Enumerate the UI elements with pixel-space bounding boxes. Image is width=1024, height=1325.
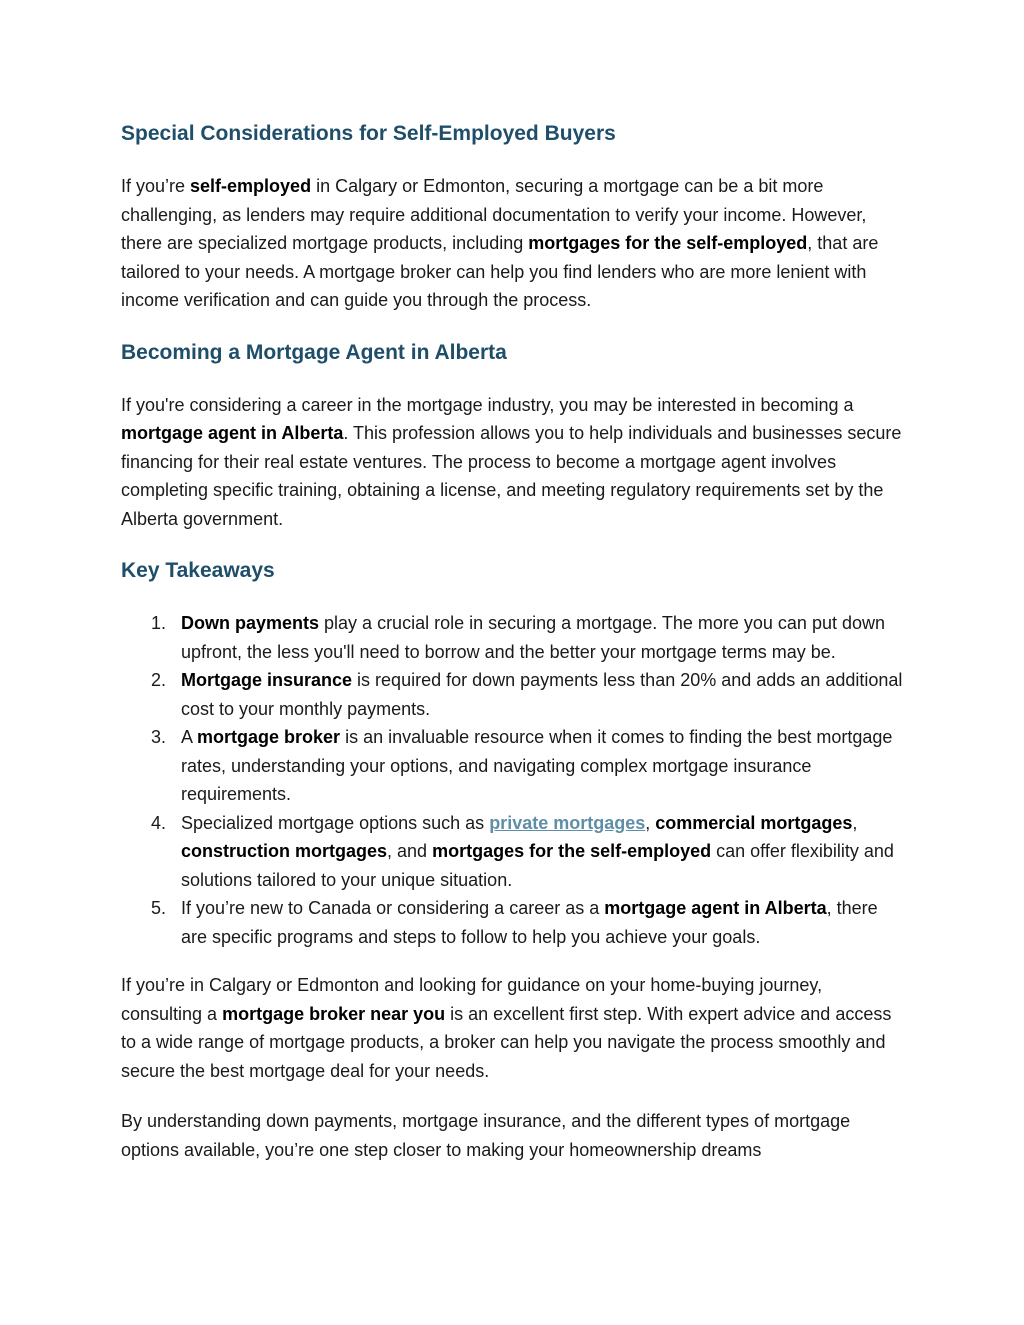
text-span: A bbox=[181, 727, 198, 747]
list-number: 2. bbox=[151, 670, 167, 690]
text-span: , there are specific programs and steps to follow to help you achieve your goals. bbox=[181, 898, 878, 947]
bold-mortgage-broker-near-you: mortgage broker near you bbox=[222, 1003, 446, 1024]
text-span: is an invaluable resource when it comes to finding the best mortgage rates, understanding your options, and navigating complex mortgage insurance requirements. bbox=[181, 727, 893, 804]
bold-mortgages-self-employed: mortgages for the self-employed bbox=[528, 233, 808, 253]
bold-commercial-mortgages: commercial mortgages bbox=[655, 812, 853, 833]
bold-mortgage-insurance: Mortgage insurance bbox=[181, 670, 353, 690]
paragraph-closing-broker bbox=[121, 971, 907, 1085]
list-item bbox=[121, 666, 907, 723]
key-takeaways-list bbox=[121, 609, 907, 951]
text-span: By understanding down payments, mortgage insurance, and the different types of mortgage options available, you’re one step closer to making your homeownership dreams bbox=[121, 1111, 851, 1160]
text-span: , that are tailored to your needs. A mortgage broker can help you find lenders who are more lenient with income verification and can guide you through the process. bbox=[121, 233, 879, 310]
bold-mortgage-agent-alberta: mortgage agent in Alberta bbox=[121, 423, 344, 443]
bold-mortgage-agent-alberta: mortgage agent in Alberta bbox=[604, 898, 827, 918]
list-item bbox=[121, 723, 907, 809]
document-page bbox=[121, 118, 907, 1164]
bold-mortgages-self-employed: mortgages for the self-employed bbox=[432, 841, 712, 861]
text-span: , bbox=[645, 812, 656, 833]
text-span: in Calgary or Edmonton, securing a mortgage can be a bit more challenging, as lenders may require additional documentation to verify your income. However, there are specialized mortgage products, including bbox=[121, 176, 867, 253]
bold-construction-mortgages: construction mortgages bbox=[181, 841, 388, 861]
text-span: Specialized mortgage options such as bbox=[181, 812, 490, 833]
paragraph-mortgage-agent bbox=[121, 391, 907, 534]
list-number: 1. bbox=[151, 613, 167, 633]
heading-mortgage-agent: Becoming a Mortgage Agent in Alberta bbox=[121, 340, 507, 364]
list-number: 3. bbox=[151, 727, 167, 747]
text-span: . This profession allows you to help individuals and businesses secure financing for their real estate ventures. The process to become a mortgage agent involves completing specific training, obtaining a license, and meeting regulatory requirements set by the Alberta government. bbox=[121, 423, 902, 529]
text-span: , bbox=[852, 812, 858, 833]
heading-key-takeaways: Key Takeaways bbox=[121, 559, 275, 582]
list-number: 4. bbox=[151, 812, 167, 833]
text-span: can offer flexibility and solutions tailored to your unique situation. bbox=[181, 841, 894, 890]
private-mortgages-link[interactable]: private mortgages bbox=[489, 812, 646, 833]
text-span: If you're considering a career in the mortgage industry, you may be interested in becoming a bbox=[121, 394, 854, 415]
text-span: is an excellent first step. With expert advice and access to a wide range of mortgage products, a broker can help you navigate the process smoothly and secure the best mortgage deal for your needs. bbox=[121, 1003, 892, 1081]
list-number: 5. bbox=[151, 898, 167, 918]
text-span: play a crucial role in securing a mortgage. The more you can put down upfront, the less you'll need to borrow and the better your mortgage terms may be. bbox=[181, 613, 886, 662]
bold-mortgage-broker: mortgage broker bbox=[197, 727, 341, 747]
heading-self-employed: Special Considerations for Self-Employed Buyers bbox=[121, 122, 616, 145]
bold-down-payments: Down payments bbox=[181, 613, 320, 633]
bold-self-employed: self-employed bbox=[190, 176, 312, 196]
text-span: If you’re bbox=[121, 176, 191, 196]
paragraph-self-employed bbox=[121, 172, 907, 315]
text-span: If you’re new to Canada or considering a career as a bbox=[181, 898, 605, 918]
text-span: If you’re in Calgary or Edmonton and looking for guidance on your home-buying journey, consulting a bbox=[121, 975, 823, 1024]
text-span: , and bbox=[387, 841, 433, 861]
text-span: is required for down payments less than 20% and adds an additional cost to your monthly payments. bbox=[181, 670, 903, 719]
list-item bbox=[121, 894, 907, 951]
list-item bbox=[121, 809, 907, 895]
paragraph-closing-summary bbox=[121, 1107, 907, 1164]
list-item bbox=[121, 609, 907, 666]
